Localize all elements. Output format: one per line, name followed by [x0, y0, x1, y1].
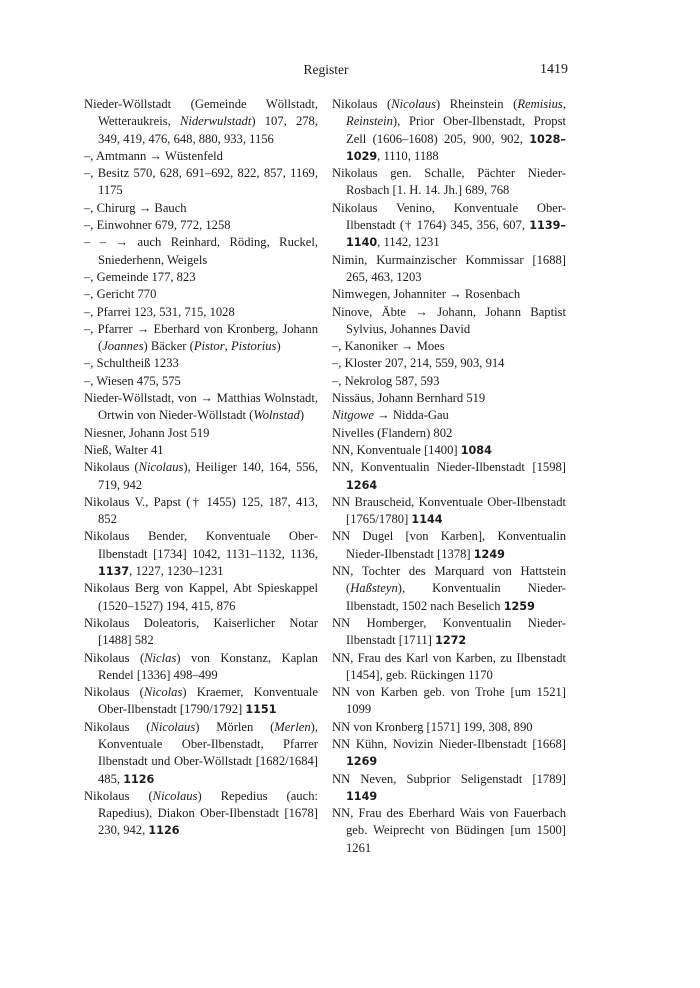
index-entry: Nissäus, Johann Bernhard 519	[332, 391, 486, 406]
running-head	[84, 62, 568, 82]
index-entry: Nitgowe → Nidda-Gau	[332, 408, 449, 423]
index-entry: Niesner, Johann Jost 519	[84, 425, 210, 440]
index-column-right	[332, 96, 566, 857]
index-entry: –, Pfarrei 123, 531, 715, 1028	[84, 304, 235, 319]
index-entry: NN, Konventualin Nieder-Ilbenstadt [1598] 1264	[332, 460, 566, 492]
index-entry: Nimwegen, Johanniter → Rosenbach	[332, 287, 521, 302]
page-number: 1419	[540, 62, 568, 77]
index-entry: –, Pfarrer → Eberhard von Kronberg, Johann (Joannes) Bäcker (Pistor, Pistorius)	[84, 321, 318, 354]
index-entry: NN, Tochter des Marquard von Hattstein (Haßsteyn), Konventualin Nieder-Ilbenstadt, 1502 nach Beselich 1259	[332, 564, 566, 613]
index-entry: Nikolaus (Niclas) von Konstanz, Kaplan Rendel [1336] 498–499	[84, 650, 318, 682]
index-entry: NN Neven, Subprior Seligenstadt [1789] 1149	[332, 771, 566, 803]
index-entry: NN Brauscheid, Konventuale Ober-Ilbenstadt [1765/1780] 1144	[332, 494, 566, 527]
index-entry: Nikolaus (Nicolaus) Repedius (auch: Rapedius), Diakon Ober-Ilbenstadt [1678] 230, 942, 1126	[84, 788, 318, 838]
index-entry: –, Kanoniker → Moes	[332, 339, 445, 354]
index-entry: NN von Kronberg [1571] 199, 308, 890	[332, 719, 533, 734]
index-entry: Nimin, Kurmainzischer Kommissar [1688] 265, 463, 1203	[332, 252, 566, 284]
running-title: Register	[303, 62, 349, 77]
index-entry: Nikolaus gen. Schalle, Pächter Nieder-Rosbach [1. H. 14. Jh.] 689, 768	[332, 166, 566, 198]
index-entry: Ninove, Äbte → Johann, Johann Baptist Sylvius, Johannes David	[332, 304, 566, 336]
index-entry: NN, Konventuale [1400] 1084	[332, 442, 492, 457]
index-entry: Nikolaus Berg von Kappel, Abt Spieskappel (1520–1527) 194, 415, 876	[84, 581, 318, 613]
index-entry: –, Gemeinde 177, 823	[84, 269, 196, 284]
index-entry: Nikolaus (Nicolaus) Rheinstein (Remisius, Reinstein), Prior Ober-Ilbenstadt, Propst Zell (1606–1608) 205, 900, 902, 1028–1029, 1110, 1188	[332, 97, 566, 163]
index-entry: Nieder-Wöllstadt (Gemeinde Wöllstadt, Wetteraukreis, Niderwulstadt) 107, 278, 349, 419, 476, 648, 880, 933, 1156	[84, 97, 318, 146]
index-entry: Nikolaus Bender, Konventuale Ober-Ilbenstadt [1734] 1042, 1131–1132, 1136, 1137, 1227, 1230–1231	[84, 529, 318, 579]
index-entry: Nikolaus (Nicolas) Kraemer, Konventuale Ober-Ilbenstadt [1790/1792] 1151	[84, 685, 318, 717]
index-entry: –, Chirurg → Bauch	[84, 200, 187, 215]
index-entry: Nikolaus Venino, Konventuale Ober-Ilbenstadt († 1764) 345, 356, 607, 1139–1140, 1142, 1231	[332, 200, 566, 250]
index-entry: –, Wiesen 475, 575	[84, 373, 181, 388]
index-entry: –, Nekrolog 587, 593	[332, 373, 440, 388]
index-entry: Nikolaus Doleatoris, Kaiserlicher Notar [1488] 582	[84, 615, 318, 648]
index-entry: – – → auch Reinhard, Röding, Ruckel, Sniederhenn, Weigels	[84, 235, 318, 267]
index-entry: Nikolaus V., Papst († 1455) 125, 187, 413, 852	[84, 494, 318, 527]
index-entry: NN, Frau des Eberhard Wais von Fauerbach geb. Weiprecht von Büdingen [um 1500] 1261	[332, 806, 566, 855]
index-entry: NN von Karben geb. von Trohe [um 1521] 1099	[332, 685, 566, 717]
index-entry: –, Besitz 570, 628, 691–692, 822, 857, 1169, 1175	[84, 166, 318, 198]
index-entry: Nikolaus (Nicolaus), Heiliger 140, 164, 556, 719, 942	[84, 460, 318, 492]
index-entry: NN Dugel [von Karben], Konventualin Nieder-Ilbenstadt [1378] 1249	[332, 529, 566, 561]
index-entry: Nieder-Wöllstadt, von → Matthias Wolnstadt, Ortwin von Nieder-Wöllstadt (Wolnstad)	[84, 391, 318, 423]
index-entry: Nivelles (Flandern) 802	[332, 425, 453, 440]
index-entry: NN Kühn, Novizin Nieder-Ilbenstadt [1668] 1269	[332, 736, 566, 769]
index-entry: –, Einwohner 679, 772, 1258	[84, 218, 231, 233]
index-entry: NN Homberger, Konventualin Nieder-Ilbenstadt [1711] 1272	[332, 615, 566, 648]
index-entry: –, Gericht 770	[84, 287, 157, 302]
index-entry: –, Amtmann → Wüstenfeld	[84, 148, 223, 163]
index-column-left	[84, 96, 318, 840]
index-entry: Nieß, Walter 41	[84, 442, 164, 457]
index-entry: NN, Frau des Karl von Karben, zu Ilbenstadt [1454], geb. Rückingen 1170	[332, 650, 566, 682]
index-entry: –, Kloster 207, 214, 559, 903, 914	[332, 356, 505, 371]
index-entry: Nikolaus (Nicolaus) Mörlen (Merlen), Konventuale Ober-Ilbenstadt, Pfarrer Ilbenstadt und Ober-Wöllstadt [1682/1684] 485, 1126	[84, 719, 318, 786]
index-entry: –, Schultheiß 1233	[84, 356, 179, 371]
